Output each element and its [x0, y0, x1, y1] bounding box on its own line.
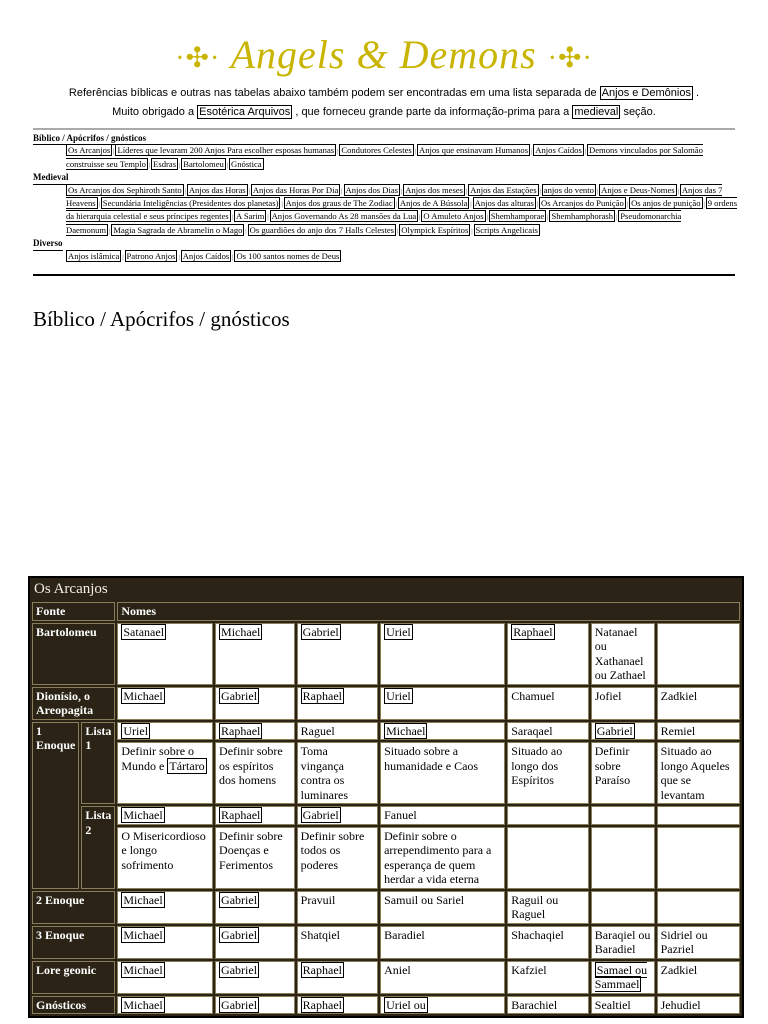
cell-text: Raguil ou Raguel [511, 892, 559, 921]
nav-link[interactable]: Os 100 santos nomes de Deus [236, 250, 340, 261]
cross-ornament-left-icon: ·✣· [175, 42, 221, 74]
angel-link[interactable]: Gabriel [596, 723, 633, 738]
name-cell [657, 827, 740, 889]
name-cell [657, 742, 740, 804]
cell-text: Kafziel [511, 962, 547, 977]
angel-link[interactable]: Michael [123, 997, 163, 1012]
cell-text: Remiel [660, 723, 696, 738]
nav-link[interactable]: O Amuleto Anjos [423, 211, 484, 222]
name-cell [591, 722, 655, 741]
name-cell [380, 623, 505, 685]
nav-link[interactable]: Anjos Governando As 28 mansões da Lua [271, 211, 417, 222]
divider-bottom [33, 274, 735, 276]
name-cell [591, 806, 655, 825]
name-cell [297, 687, 378, 720]
nav-heading[interactable]: Diverso [33, 238, 63, 250]
name-cell [507, 623, 589, 685]
nav-link[interactable]: Anjos das Estações [470, 184, 537, 195]
name-cell [297, 961, 378, 994]
name-cell [380, 996, 505, 1015]
nav-link[interactable]: Anjos que ensinavam Humanos [418, 145, 529, 156]
angel-link[interactable]: Michael [123, 892, 163, 907]
separator: | [584, 149, 587, 156]
name-cell [380, 926, 505, 959]
name-cell [591, 891, 655, 924]
nav-link[interactable]: Anjos das alturas [474, 198, 534, 209]
table-of-contents [33, 133, 743, 264]
name-cell [117, 742, 213, 804]
nav-link-group [33, 185, 743, 239]
separator: | [184, 188, 186, 195]
nav-link[interactable]: Anjos de A Bússola [399, 198, 468, 209]
separator: | [178, 254, 180, 261]
nav-link[interactable]: Anjos dos graus de The Zodiac [285, 198, 393, 209]
nav-link[interactable]: Magia Sagrada de Abramelin o Mago [113, 224, 243, 235]
source-cell: Gnósticos [32, 996, 115, 1015]
angel-link[interactable]: Gabriel [221, 892, 258, 907]
name-cell [297, 926, 378, 959]
name-cell [507, 687, 589, 720]
sub-source-cell: Lista 2 [81, 806, 115, 889]
cell-text: Zadkiel [660, 688, 698, 703]
name-cell [380, 722, 505, 741]
table-header-row [32, 602, 740, 621]
cell-text: Chamuel [511, 688, 555, 703]
nav-link[interactable]: Anjos dos meses [405, 184, 464, 195]
cell-text: Jofiel [594, 688, 622, 703]
separator: | [98, 202, 100, 209]
separator: | [471, 228, 473, 235]
nav-link[interactable]: Anjos das 7 Heavens [66, 184, 723, 209]
source-cell: 3 Enoque [32, 926, 115, 959]
name-cell [657, 996, 740, 1015]
angel-link[interactable]: Satanael [123, 624, 165, 639]
site-title [0, 30, 768, 84]
nav-link[interactable]: Shemhamporae [490, 211, 545, 222]
separator: | [419, 215, 421, 222]
name-cell [117, 722, 213, 741]
nav-heading[interactable]: Bíblico / Apócrifos / gnósticos [33, 133, 146, 145]
name-cell [591, 827, 655, 889]
sub-source-cell: Lista 1 [81, 722, 115, 805]
name-cell [117, 687, 213, 720]
name-cell [507, 961, 589, 994]
source-cell: Dionísio, o Areopagita [32, 687, 115, 720]
nav-link[interactable]: anjos do vento [543, 184, 594, 195]
nav-link[interactable]: Os Arcanjos dos Sephiroth Santo [68, 184, 182, 195]
angel-link[interactable]: Uriel [386, 624, 411, 639]
angel-link[interactable]: Gabriel [302, 808, 339, 822]
cell-text: Shachaqiel [511, 927, 564, 942]
separator: | [536, 202, 539, 209]
separator: | [281, 202, 283, 209]
separator: | [616, 215, 618, 222]
angel-link[interactable]: Michael [123, 688, 163, 703]
name-cell [507, 891, 589, 924]
nav-link[interactable]: Gnóstica [231, 158, 262, 169]
separator: | [113, 149, 115, 156]
name-cell [657, 961, 740, 994]
source-cell: 2 Enoque [32, 891, 115, 924]
separator: | [395, 202, 397, 209]
separator: | [397, 228, 399, 235]
angel-link[interactable]: Gabriel [221, 688, 258, 703]
cell-text: Zadkiel [660, 962, 698, 977]
separator: | [547, 215, 549, 222]
separator: | [179, 162, 181, 169]
name-cell [591, 961, 655, 994]
nav-link[interactable]: Condutores Celestes [341, 145, 412, 156]
nav-link[interactable]: A Sarim [235, 211, 265, 222]
name-cell [591, 742, 655, 804]
name-cell [507, 806, 589, 825]
name-cell [380, 806, 505, 825]
name-cell [380, 827, 505, 889]
nav-link[interactable]: Anjos Caídos [182, 250, 230, 261]
angel-link[interactable]: Uriel [386, 688, 411, 703]
nav-link[interactable]: Demons vinculados por Salomão construisse seu Templo [66, 145, 703, 169]
cell-text: Baraqiel ou Baradiel [594, 927, 651, 956]
divider-top [33, 128, 735, 130]
cell-text: Shatqiel [300, 927, 340, 942]
cell-text: Toma vingança contra os luminares [300, 744, 348, 802]
nav-heading[interactable]: Medieval [33, 172, 69, 184]
nav-link[interactable]: Bartolomeu [183, 158, 224, 169]
name-cell [507, 827, 589, 889]
angel-link[interactable]: Uriel ou [386, 997, 426, 1012]
separator: | [401, 188, 403, 195]
nav-link-group [33, 145, 743, 172]
angel-link[interactable]: Gabriel [302, 624, 339, 639]
angel-link[interactable]: Samael ou Sammael [594, 962, 648, 991]
cell-text: Definir sobre Paraíso [594, 744, 631, 787]
cell-text: Natanael ou Xathanael ou Zathael [594, 624, 646, 682]
table-row [32, 687, 740, 720]
cell-text: Raguel [300, 723, 335, 738]
source-cell: 1 Enoque [32, 722, 79, 889]
separator: | [337, 149, 339, 156]
separator: | [466, 188, 468, 195]
name-cell [297, 742, 378, 804]
header-names: Nomes [117, 602, 740, 621]
name-cell [215, 996, 295, 1015]
separator: | [596, 188, 599, 195]
name-cell [117, 926, 213, 959]
cell-text: Definir sobre Doenças e Ferimentos [219, 828, 283, 872]
name-cell [297, 722, 378, 741]
nav-link[interactable]: Anjos dos Dias [345, 184, 399, 195]
name-cell [215, 806, 295, 825]
separator: | [539, 188, 541, 195]
name-cell [215, 623, 295, 685]
cell-text: Fanuel [384, 808, 417, 822]
name-cell [507, 996, 589, 1015]
cell-text: Baradiel [384, 927, 425, 942]
separator: | [677, 188, 679, 195]
name-cell [215, 722, 295, 741]
separator: | [341, 188, 343, 195]
name-cell [117, 827, 213, 889]
name-cell [215, 742, 295, 804]
section-title: Bíblico / Apócrifos / gnósticos [33, 307, 290, 332]
name-cell [297, 806, 378, 825]
cell-text: Sealtiel [594, 997, 631, 1012]
name-cell [507, 926, 589, 959]
table-row [32, 742, 740, 804]
cell-text: Definir sobre o Mundo e [121, 744, 195, 773]
angel-link[interactable]: Uriel [123, 723, 149, 738]
name-cell [117, 806, 213, 825]
nav-link[interactable]: Secundária Inteligências (Presidentes dos planetas) [102, 198, 279, 209]
name-cell [297, 996, 378, 1015]
intro-line-2: Muito obrigado a Esotérica Arquivos , que forneceu grande parte da informação-prima para a medieval seção. [112, 105, 656, 118]
nav-link[interactable]: Anjos e Deus-Nomes [601, 184, 675, 195]
cell-text: Situado ao longo Aqueles que se levantam [660, 744, 730, 802]
name-cell [380, 742, 505, 804]
name-cell [117, 891, 213, 924]
separator: | [231, 215, 233, 222]
name-cell [297, 623, 378, 685]
angel-link[interactable]: Gabriel [221, 927, 258, 942]
cell-text: Situado ao longo dos Espíritos [511, 744, 563, 787]
name-cell [591, 687, 655, 720]
cell-text: Sidriel ou Pazriel [660, 927, 708, 956]
table-row [32, 891, 740, 924]
name-cell [657, 687, 740, 720]
nav-link-group [33, 251, 743, 264]
page-header [0, 30, 768, 122]
angel-link[interactable]: Michael [123, 808, 163, 822]
angel-link[interactable]: Michael [123, 927, 163, 942]
name-cell [117, 623, 213, 685]
angel-link[interactable]: Raphael [221, 808, 261, 822]
intro-line-1: Referências bíblicas e outras nas tabelas abaixo também podem ser encontradas em uma lista separada de Anjos e Demônios . [68, 86, 700, 99]
nav-link[interactable]: Os Arcanjos do Punição [541, 198, 624, 209]
nav-link[interactable]: Os Arcanjos [68, 145, 111, 156]
header-source: Fonte [32, 602, 115, 621]
separator: | [470, 202, 472, 209]
source-cell: Lore geonic [32, 961, 115, 994]
separator: | [109, 228, 111, 235]
cell-text: Pravuil [300, 892, 336, 907]
cell-text: Jehudiel [660, 997, 701, 1012]
archangels-table [28, 576, 744, 1018]
name-cell [215, 687, 295, 720]
angel-link[interactable]: Michael [386, 723, 426, 738]
angel-link[interactable]: Michael [221, 624, 261, 639]
table-row [32, 926, 740, 959]
source-cell: Bartolomeu [32, 623, 115, 685]
anjos-demonios-link[interactable]: Anjos e Demônios [601, 86, 691, 99]
table-body [32, 623, 740, 1015]
cell-text: Situado sobre a humanidade e Caos [384, 744, 479, 773]
esoterica-arquivos-link[interactable]: Esotérica Arquivos [199, 105, 291, 118]
name-cell [657, 891, 740, 924]
nav-link[interactable]: Patrono Anjos [126, 250, 176, 261]
table-row [32, 827, 740, 889]
separator: | [703, 202, 705, 209]
nav-link[interactable]: Anjos das Horas [188, 184, 246, 195]
name-cell [657, 926, 740, 959]
nav-link[interactable]: Scripts Angelicais [475, 224, 538, 235]
cell-text: O Misericordioso e longo sofrimento [121, 828, 206, 872]
nav-link[interactable]: Os anjos de punição [631, 198, 701, 209]
angel-link[interactable]: Raphael [221, 723, 261, 738]
angel-link[interactable]: Michael [123, 962, 163, 977]
cell-text: Aniel [384, 962, 411, 977]
cross-ornament-right-icon: ·✣· [547, 42, 593, 74]
table-row [32, 806, 740, 825]
table-row [32, 996, 740, 1015]
medieval-link[interactable]: medieval [574, 105, 619, 118]
nav-link[interactable]: Anjos das Horas Por Dia [252, 184, 339, 195]
nav-link[interactable]: Esdras [153, 158, 177, 169]
name-cell [380, 687, 505, 720]
name-cell [117, 961, 213, 994]
cell-text: Definir sobre todos os poderes [300, 828, 365, 872]
separator: | [414, 149, 416, 156]
cell-text: Samuil ou Sariel [384, 892, 465, 907]
separator: | [245, 228, 247, 235]
name-cell [507, 722, 589, 741]
name-cell [507, 742, 589, 804]
nav-link[interactable]: Shemhamphorash [551, 211, 614, 222]
name-cell [117, 996, 213, 1015]
name-cell [215, 891, 295, 924]
site-title-text: Angels & Demons [230, 32, 537, 77]
separator: | [626, 202, 629, 209]
angel-link[interactable]: Raphael [302, 688, 342, 703]
nav-link[interactable]: 9 ordens da hierarquia celestial e seus príncipes regentes [66, 198, 738, 222]
name-cell [297, 891, 378, 924]
table-row [32, 961, 740, 994]
table-row [32, 623, 740, 685]
table-row [32, 722, 740, 741]
nav-link[interactable]: Olympick Espíritos [401, 224, 469, 235]
name-cell [657, 722, 740, 741]
cell-text: Barachiel [511, 997, 558, 1012]
angel-link[interactable]: Gabriel [221, 962, 258, 977]
angel-link[interactable]: Tártaro [169, 758, 205, 773]
nav-link[interactable]: Líderes que levaram 200 Anjos Para escolher esposas humanas [117, 145, 335, 156]
nav-link[interactable]: Os guardiões do anjo dos 7 Halls Celestes [249, 224, 395, 235]
cell-text: Definir sobre os espíritos dos homens [219, 744, 283, 787]
separator: | [486, 215, 488, 222]
separator: | [226, 162, 229, 169]
table-caption: Os Arcanjos [34, 581, 108, 597]
name-cell [215, 961, 295, 994]
angel-link[interactable]: Gabriel [221, 997, 258, 1012]
separator: | [148, 162, 151, 169]
name-cell [591, 623, 655, 685]
separator: | [248, 188, 250, 195]
angel-link[interactable]: Raphael [302, 997, 342, 1012]
cell-text: Saraqael [511, 723, 553, 738]
name-cell [380, 891, 505, 924]
separator: | [267, 215, 269, 222]
name-cell [657, 623, 740, 685]
name-cell [297, 827, 378, 889]
name-cell [215, 926, 295, 959]
nav-link[interactable]: Anjos islâmica [68, 250, 120, 261]
nav-link[interactable]: Anjos Caídos [535, 145, 582, 156]
angel-link[interactable]: Raphael [513, 624, 553, 639]
name-cell [591, 926, 655, 959]
angel-link[interactable]: Raphael [302, 962, 342, 977]
name-cell [215, 827, 295, 889]
archangels-grid [30, 600, 742, 1016]
cell-text: Definir sobre o arrependimento para a esperança de quem herdar a vida eterna [384, 828, 492, 886]
name-cell [380, 961, 505, 994]
separator: | [232, 254, 234, 261]
separator: | [122, 254, 124, 261]
nav-link[interactable]: Pseudomonarchia Daemonum [66, 211, 682, 235]
separator: | [531, 149, 533, 156]
name-cell [657, 806, 740, 825]
name-cell [591, 996, 655, 1015]
